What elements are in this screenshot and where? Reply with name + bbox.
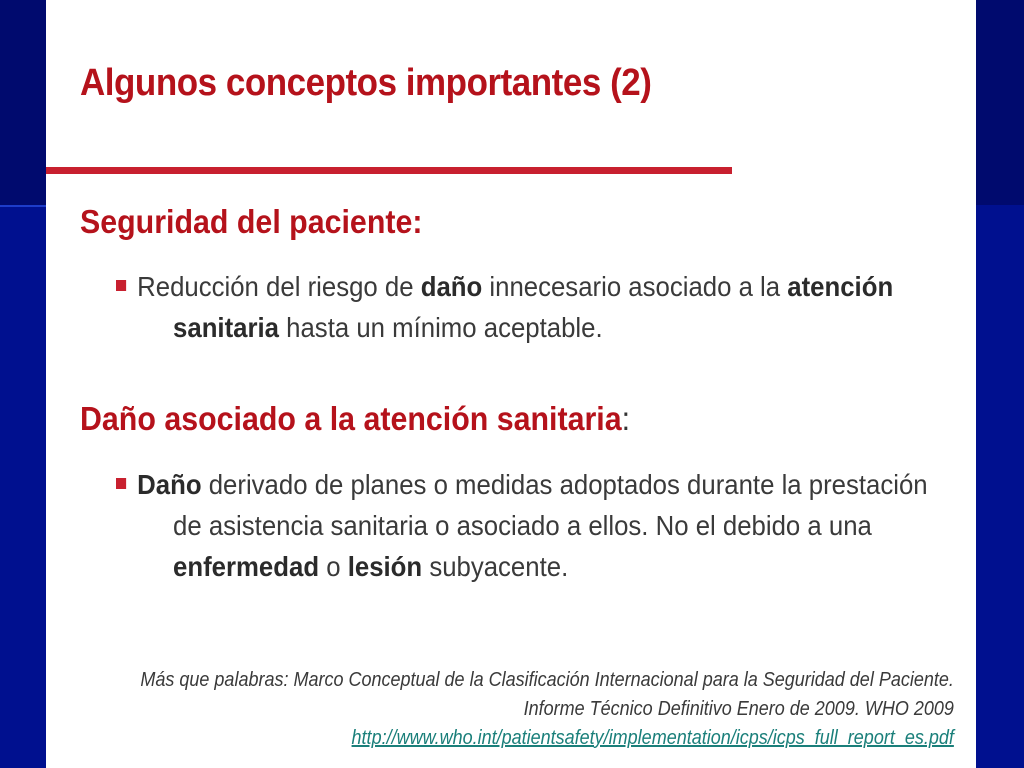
source-line-1: Más que palabras: Marco Conceptual de la Clasificación Internacional para la Seguridad del Paciente. [140, 669, 954, 691]
bullet-square-icon [116, 478, 126, 489]
frame-right-band [976, 0, 1024, 205]
bullet-text: subyacente. [422, 551, 569, 582]
slide-title: Algunos conceptos importantes (2) [80, 62, 652, 104]
bullet-line [116, 266, 898, 307]
section-heading-seguridad-text: Seguridad del paciente: [80, 203, 423, 240]
frame-accent-line [0, 205, 46, 207]
bullet-line [116, 464, 928, 505]
source-link[interactable]: http://www.who.int/patientsafety/implementation/icps/icps_full_report_es.pdf [351, 727, 954, 749]
section-heading-dano-colon: : [621, 400, 631, 437]
bullet-text: o [319, 551, 348, 582]
section-heading-dano [80, 400, 630, 438]
bullet-line [116, 505, 898, 546]
bullet-line [116, 546, 898, 587]
bullet-bold-text: enfermedad [173, 551, 320, 582]
bullet-bold-text: daño [420, 271, 483, 302]
bullet-bold-text: atención [787, 271, 894, 302]
frame-left-band [0, 0, 46, 205]
bullet-dano [116, 464, 928, 587]
bullet-bold-text: Daño [137, 469, 202, 500]
source-line-2: Informe Técnico Definitivo Enero de 2009. WHO 2009 [523, 698, 954, 720]
bullet-text: derivado de planes o medidas adoptados durante la prestación [201, 469, 928, 500]
bullet-bold-text: sanitaria [173, 312, 279, 343]
bullet-text: Reducción del riesgo de [137, 271, 421, 302]
slide [46, 0, 976, 768]
section-heading-seguridad [80, 203, 422, 241]
title-divider [46, 167, 732, 174]
section-heading-dano-text: Daño asociado a la atención sanitaria [80, 400, 622, 437]
bullet-seguridad [116, 266, 898, 348]
bullet-bold-text: lesión [347, 551, 423, 582]
bullet-text: de asistencia sanitaria o asociado a ellos. No el debido a una [173, 510, 872, 541]
bullet-line [116, 307, 898, 348]
source-citation [141, 666, 954, 753]
bullet-square-icon [116, 280, 126, 291]
bullet-text: innecesario asociado a la [482, 271, 788, 302]
bullet-text: hasta un mínimo aceptable. [278, 312, 603, 343]
